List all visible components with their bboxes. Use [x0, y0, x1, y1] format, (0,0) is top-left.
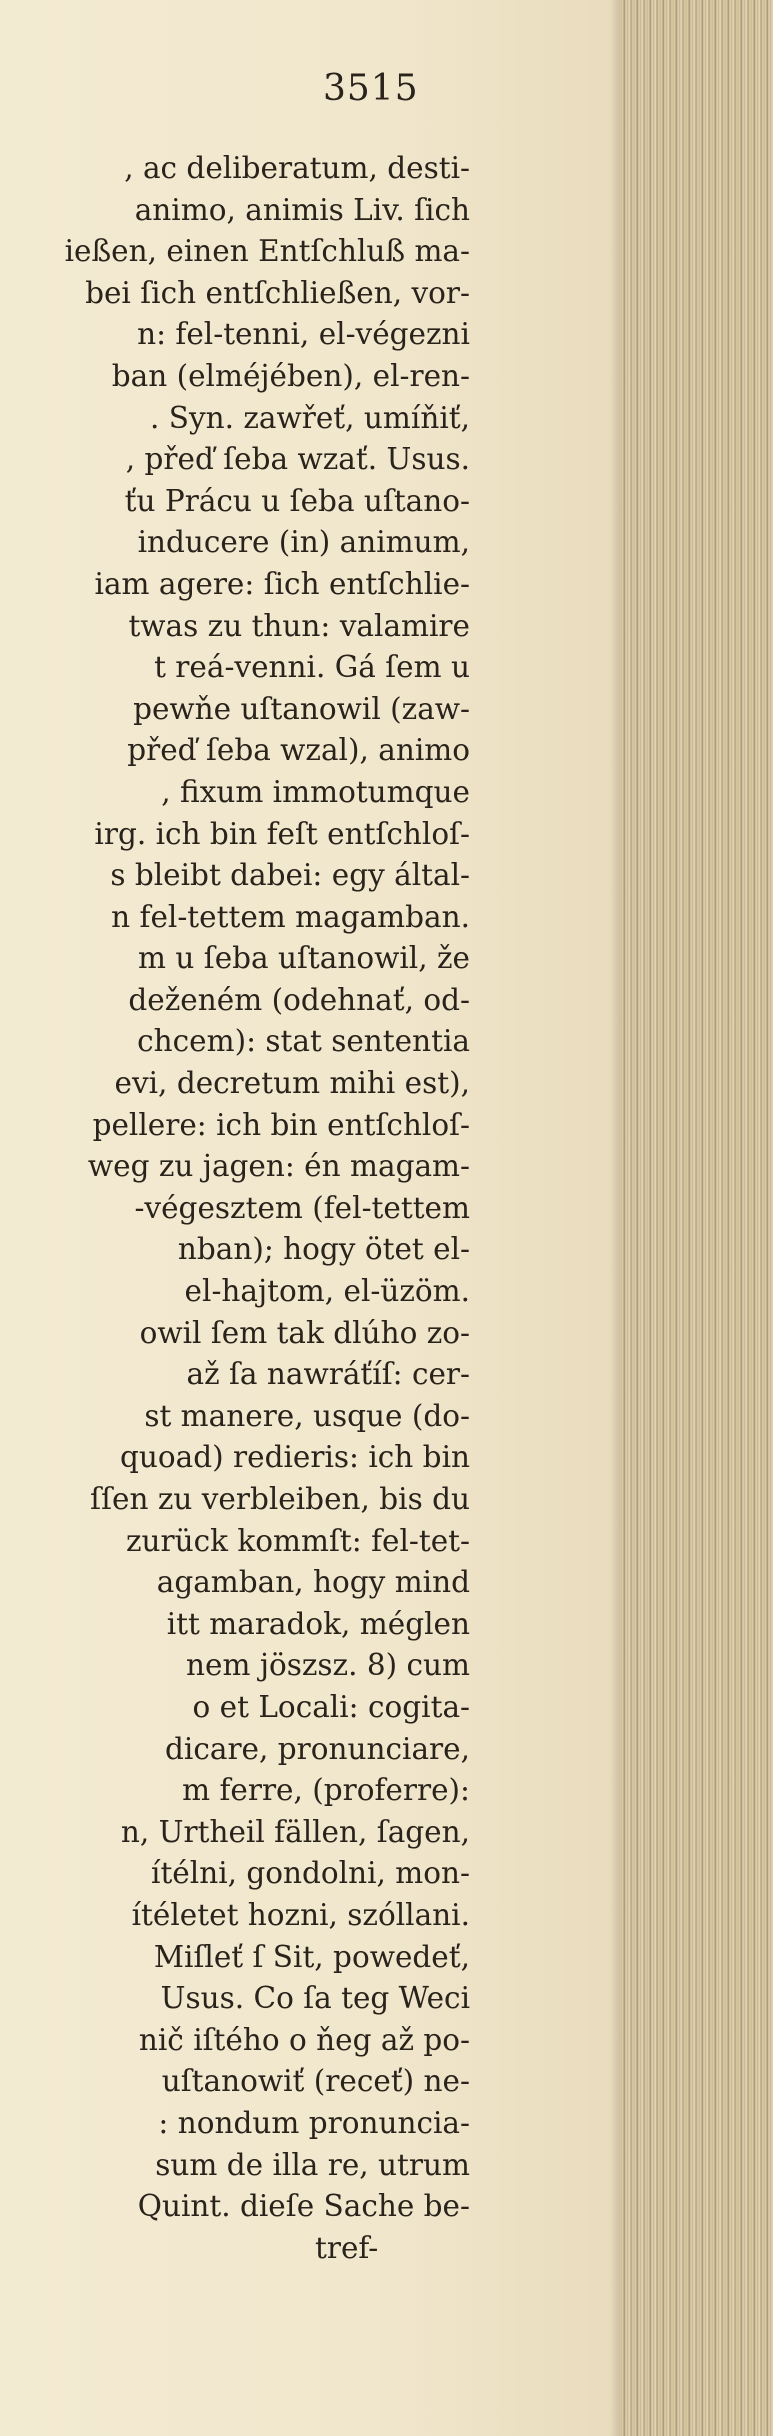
text-line: o et Locali: cogita- [192, 1689, 470, 1724]
text-line: irg. ich bin feſt entſchloſ- [94, 816, 470, 851]
text-line: tref- [315, 2230, 379, 2265]
text-line: sum de illa re, utrum [155, 2147, 470, 2182]
text-line: ießen, einen Entſchluß ma- [64, 234, 470, 269]
text-line: chcem): stat sententia [137, 1024, 470, 1059]
text-line: s bleibt dabei: egy által- [110, 858, 470, 893]
text-line: m u ſeba uſtanowil, že [138, 941, 470, 976]
text-line: ítéletet hozni, szóllani. [131, 1897, 470, 1932]
text-line: -végesztem (fel-tettem [134, 1190, 470, 1225]
text-line: pewňe uſtanowil (zaw- [133, 691, 470, 726]
text-line: přeď ſeba wzal), animo [127, 733, 470, 768]
text-line: ťu Prácu u ſeba uſtano- [124, 483, 470, 518]
text-line: animo, animis Liv. ſich [134, 192, 470, 227]
text-line: m ferre, (proferre): [182, 1773, 470, 1808]
text-line: n fel-tettem magamban. [111, 899, 470, 934]
text-line: owil ſem tak dlúho zo- [139, 1315, 470, 1350]
text-line: nban); hogy ötet el- [177, 1232, 470, 1267]
text-line: itt maradok, méglen [166, 1606, 470, 1641]
text-line: inducere (in) animum, [137, 525, 470, 560]
text-line: weg zu jagen: én magam- [87, 1149, 470, 1184]
text-line: Quint. dieſe Sache be- [137, 2189, 470, 2224]
text-line: deženém (odehnať, od- [128, 982, 470, 1017]
text-line: ítélni, gondolni, mon- [151, 1856, 470, 1891]
text-line: nič iſtého o ňeg až po- [138, 2022, 470, 2057]
text-line: , ac deliberatum, desti- [124, 151, 470, 185]
book-page-edges [620, 0, 773, 2436]
text-line: quoad) redieris: ich bin [120, 1440, 470, 1475]
text-line: Usus. Co ſa teg Weci [160, 1981, 470, 2016]
text-line: ban (elméjében), el-ren- [111, 358, 470, 393]
dictionary-text-column [0, 148, 470, 2269]
text-line: zurück kommſt: fel-tet- [125, 1523, 470, 1558]
text-line: bei ſich entſchließen, vor- [85, 275, 470, 310]
text-line: t reá-venni. Gá ſem u [154, 650, 470, 685]
text-line: uſtanowiť (receť) ne- [161, 2064, 470, 2099]
text-line: , fixum immotumque [161, 774, 470, 809]
text-line: n: fel-tenni, el-végezni [137, 317, 470, 352]
text-line: ſſen zu verbleiben, bis du [90, 1482, 470, 1516]
text-line: st manere, usque (do- [144, 1398, 470, 1433]
text-line: : nondum pronuncia- [158, 2105, 470, 2140]
text-line: až ſa nawráťíſ: cer- [186, 1357, 470, 1392]
text-line: el-hajtom, el-üzöm. [184, 1274, 470, 1309]
text-line: dicare, pronunciare, [165, 1731, 470, 1766]
text-line: Miſleť ſ Sit, powedeť, [153, 1939, 470, 1974]
text-line: nem jöszsz. 8) cum [186, 1648, 470, 1683]
page-number: 3515 [323, 68, 419, 109]
text-line: , přeď ſeba wzať. Usus. [125, 442, 470, 477]
text-line: pellere: ich bin entſchloſ- [92, 1107, 470, 1142]
text-line: n, Urtheil fällen, ſagen, [120, 1814, 470, 1849]
text-line: agamban, hogy mind [156, 1565, 470, 1600]
text-line: evi, decretum mihi est), [114, 1066, 470, 1101]
text-line: . Syn. zawřeť, umíňiť, [149, 400, 470, 435]
text-line: iam agere: ſich entſchlie- [94, 566, 470, 601]
text-line: twas zu thun: valamire [128, 608, 470, 643]
